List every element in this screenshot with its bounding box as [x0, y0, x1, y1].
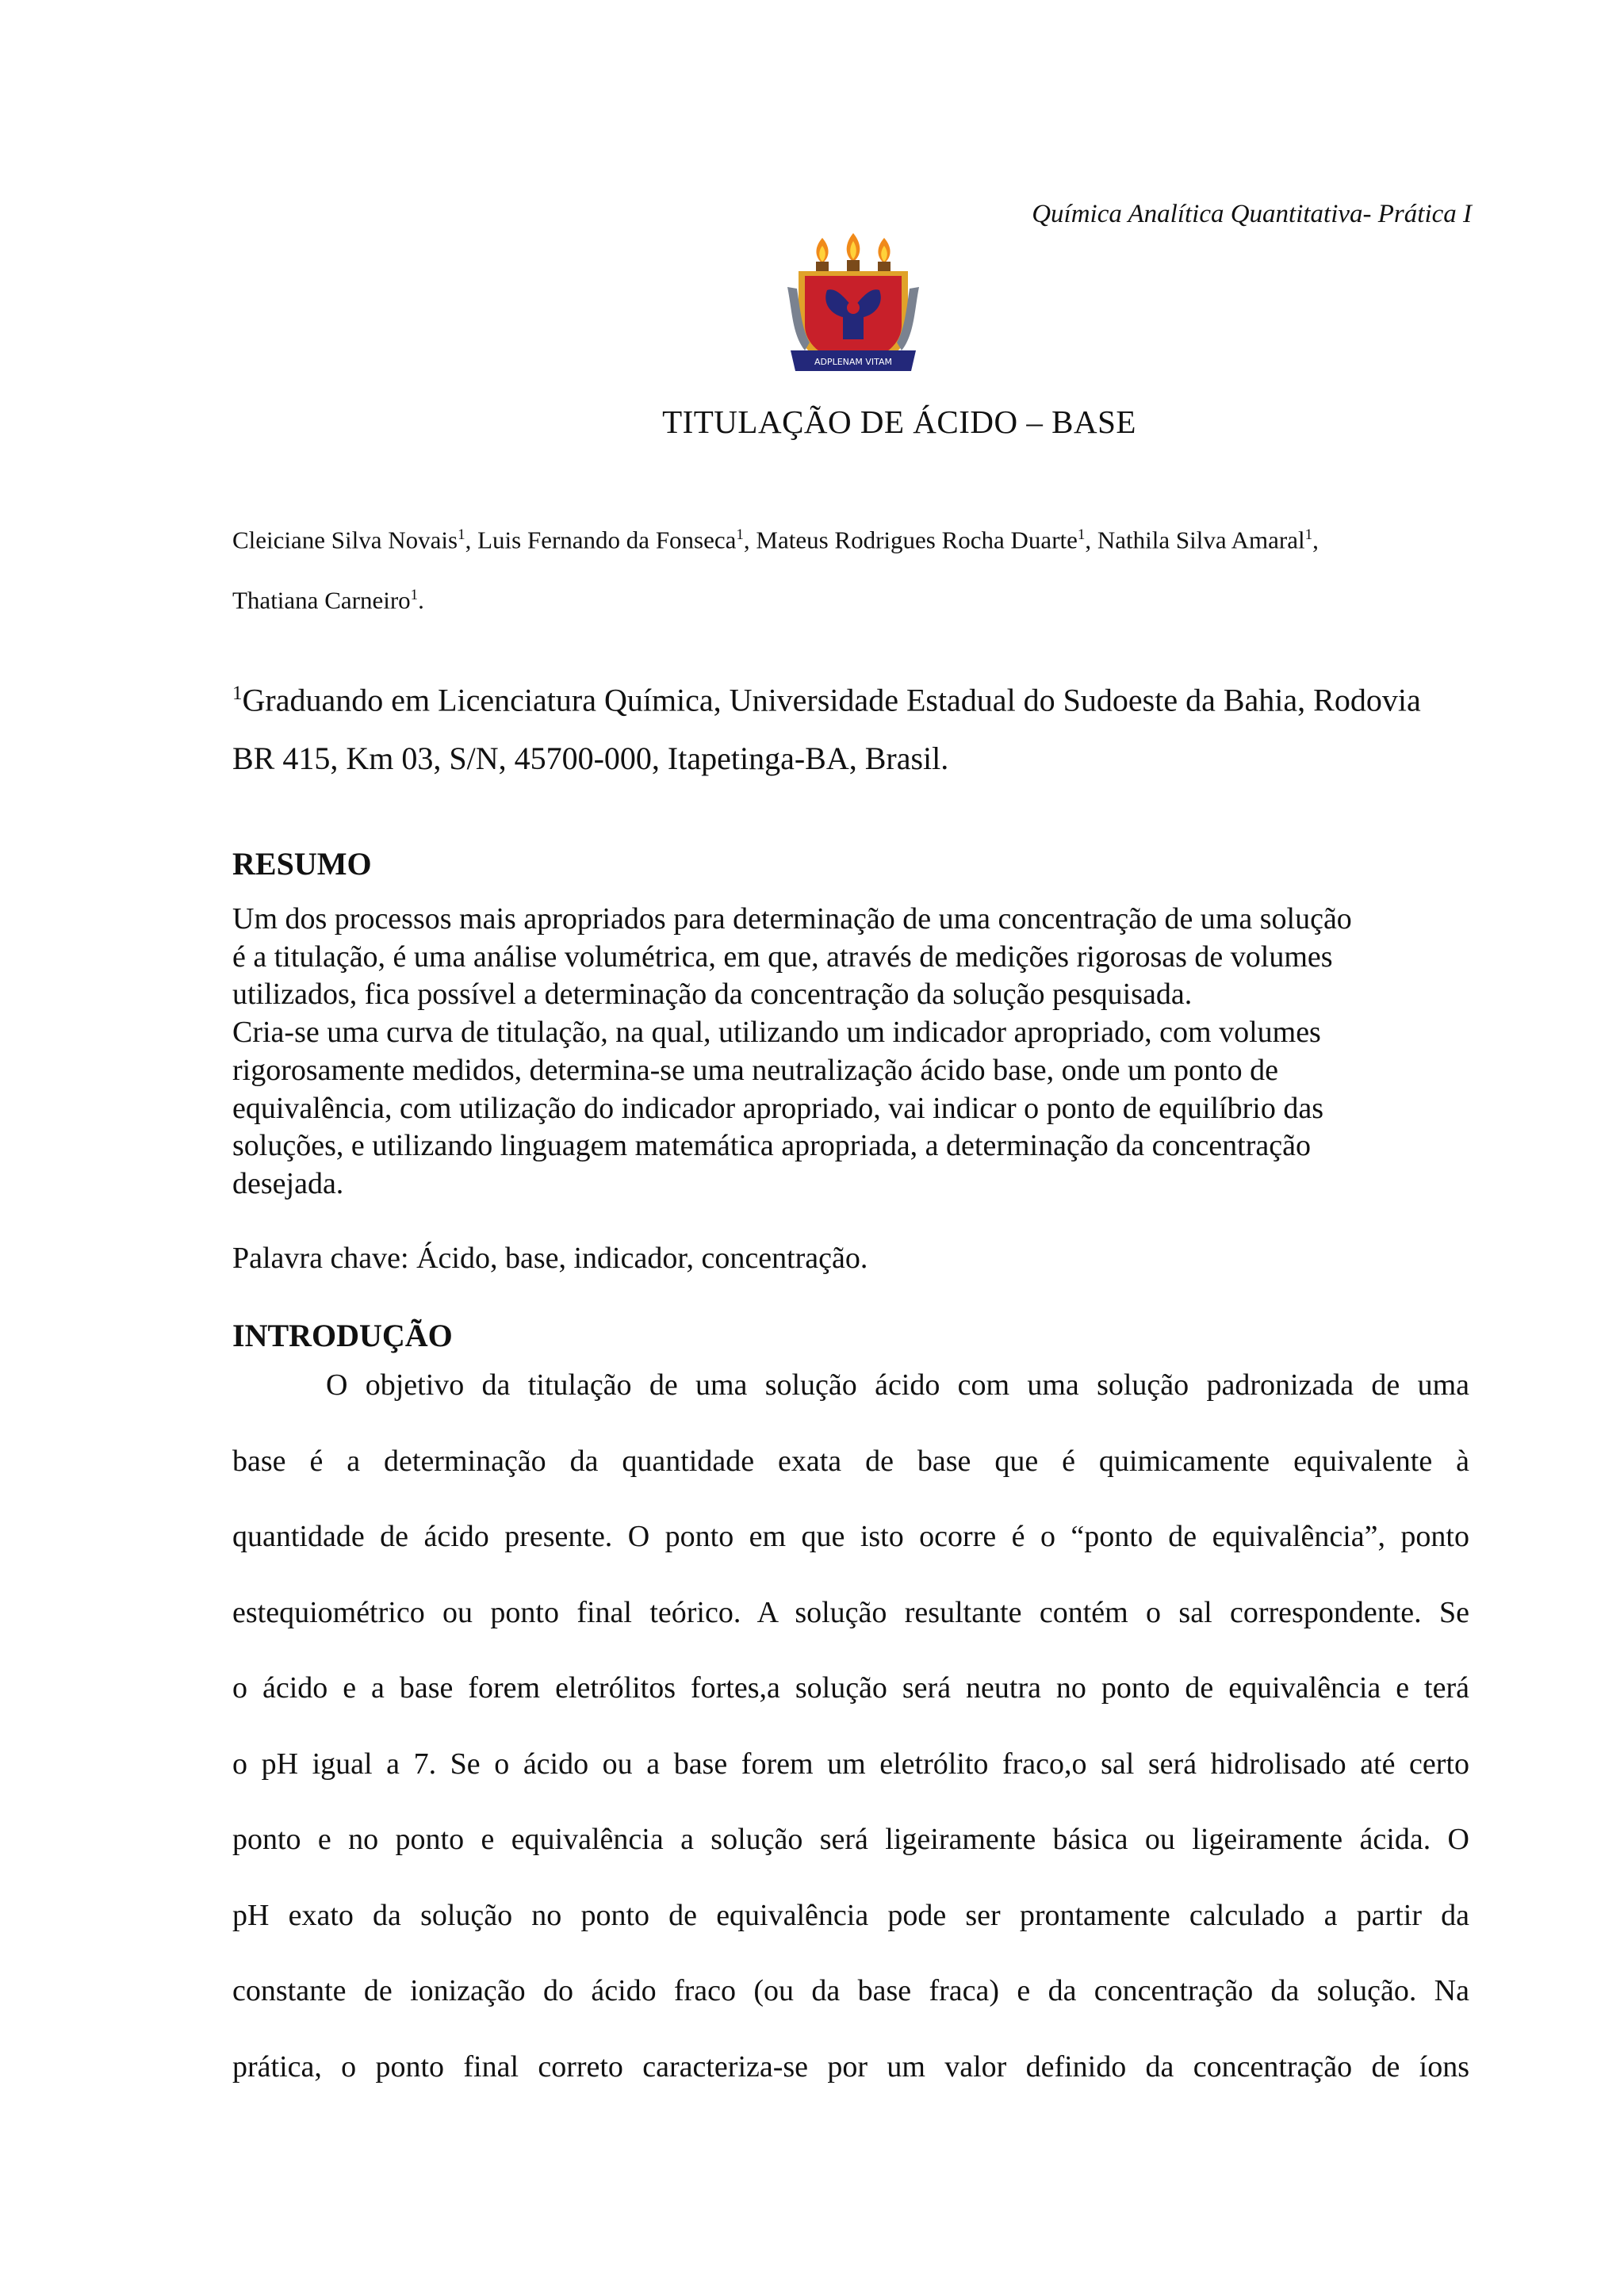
resumo-line: Um dos processos mais apropriados para determinação de uma concentração de uma solução — [232, 902, 1352, 936]
affiliation-line: BR 415, Km 03, S/N, 45700-000, Itapetinga-BA, Brasil. — [232, 740, 949, 777]
affiliation-mark: 1 — [232, 683, 243, 704]
author-name: Thatiana Carneiro — [232, 586, 411, 614]
author-list: Cleiciane Silva Novais$^1$, Luis Fernando da Fonseca$^1$, Mateus Rodrigues Rocha Duarte$^1$, Nathila Silva Amaral$^1$, Thatiana Carneiro$^1$. — [232, 526, 1319, 614]
keywords: Palavra chave: Ácido, base, indicador, concentração. — [232, 1242, 868, 1275]
resumo-line: desejada. — [232, 1166, 344, 1200]
affiliation-mark: 1 — [736, 526, 744, 543]
affiliation-mark: 1 — [458, 526, 465, 543]
introducao-line: o pH igual a 7. Se o ácido ou a base forem um eletrólito fraco,o sal será hidrolisado até certo — [232, 1747, 1469, 1781]
course-header: Química Analítica Quantitativa- Prática I — [1032, 200, 1472, 228]
resumo-line: Cria-se uma curva de titulação, na qual, utilizando um indicador apropriado, com volumes — [232, 1016, 1321, 1050]
resumo-line: é a titulação, é uma análise volumétrica, em que, através de medições rigorosas de volumes — [232, 939, 1333, 974]
affiliation-mark: 1 — [1304, 526, 1313, 543]
affiliation-mark: 1 — [410, 587, 419, 604]
introducao-line: o ácido e a base forem eletrólitos fortes,a solução será neutra no ponto de equivalência e terá — [232, 1671, 1469, 1705]
introducao-body — [232, 1348, 1469, 2105]
author-name: Nathila Silva Amaral — [1097, 526, 1305, 554]
introducao-line: O objetivo da titulação de uma solução ácido com uma solução padronizada de uma — [326, 1368, 1469, 1402]
resumo-line: utilizados, fica possível a determinação da concentração da solução pesquisada. — [232, 978, 1193, 1012]
crest-motto: ADPLENAM VITAM — [814, 357, 893, 367]
affiliation-line: Graduando em Licenciatura Química, Universidade Estadual do Sudoeste da Bahia, Rodovia — [242, 682, 1421, 718]
crest-graphic — [781, 232, 925, 382]
resumo-heading: RESUMO — [232, 846, 372, 882]
resumo-line: equivalência, com utilização do indicador apropriado, vai indicar o ponto de equilíbrio das — [232, 1091, 1323, 1125]
introducao-line: prática, o ponto final correto caracteriza-se por um valor definido da concentração de íons — [232, 2049, 1469, 2084]
resumo-body — [232, 901, 1469, 1203]
introducao-line: base é a determinação da quantidade exata de base que é quimicamente equivalente à — [232, 1444, 1469, 1478]
resumo-line: rigorosamente medidos, determina-se uma neutralização ácido base, onde um ponto de — [232, 1053, 1278, 1087]
resumo-line: soluções, e utilizando linguagem matemática apropriada, a determinação da concentração — [232, 1129, 1311, 1163]
introducao-line: quantidade de ácido presente. O ponto em que isto ocorre é o “ponto de equivalência”, ponto — [232, 1520, 1469, 1553]
affiliation-mark: 1 — [1077, 526, 1086, 543]
author-name: Luis Fernando da Fonseca — [477, 526, 737, 554]
university-crest-icon — [781, 232, 925, 382]
affiliation-block — [232, 664, 1469, 788]
author-name: Mateus Rodrigues Rocha Duarte — [756, 526, 1078, 554]
introducao-heading: INTRODUÇÃO — [232, 1318, 453, 1353]
introducao-line: estequiométrico ou ponto final teórico. A solução resultante contém o sal correspondente. Se — [232, 1595, 1469, 1629]
introducao-line: constante de ionização do ácido fraco (ou da base fraca) e da concentração da solução. Na — [232, 1974, 1469, 2007]
paper-title: TITULAÇÃO DE ÁCIDO – BASE — [662, 404, 1136, 440]
introducao-line: pH exato da solução no ponto de equivalência pode ser prontamente calculado a partir da — [232, 1898, 1469, 1932]
introducao-line: ponto e no ponto e equivalência a solução será ligeiramente básica ou ligeiramente ácida. O — [232, 1823, 1469, 1856]
author-name: Cleiciane Silva Novais — [232, 526, 458, 554]
